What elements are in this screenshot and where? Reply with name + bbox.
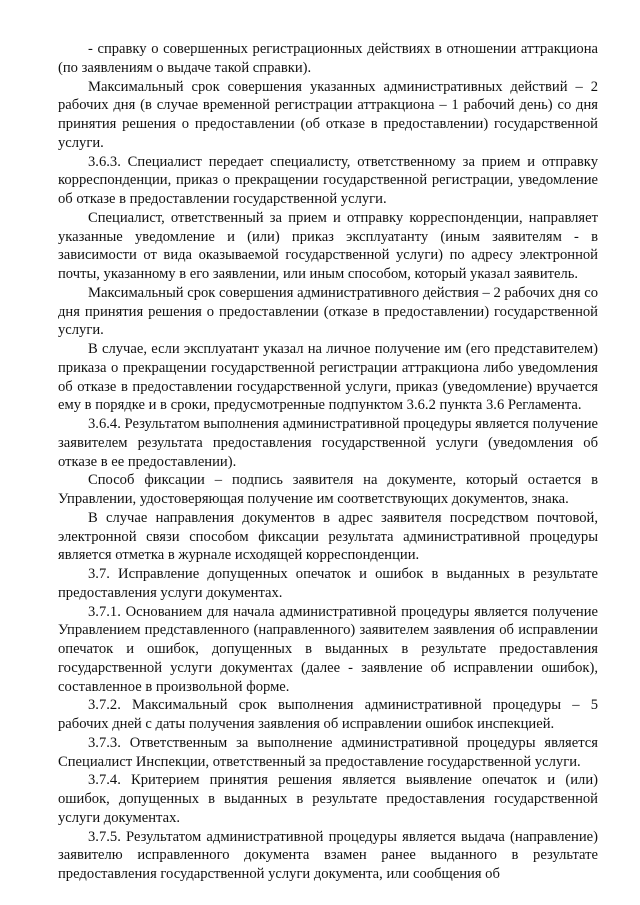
paragraph-3-6-4: 3.6.4. Результатом выполнения административной процедуры является получение заявителем результата предоставления государственной услуги (уведомления об отказе в ее предоставлении). — [58, 416, 598, 470]
paragraph-3-7-5: 3.7.5. Результатом административной процедуры является выдача (направление) заявителю исправленного документа взамен ранее выданного в результате предоставления государственной услуги документа, или сообщения об — [58, 828, 598, 882]
document-body — [58, 40, 598, 884]
paragraph-correspondence-specialist: Специалист, ответственный за прием и отправку корреспонденции, направляет указанные уведомление и (или) приказ эксплуатанту (иным заявителям - в зависимости от вида оказываемой государственной услуги) по адресу электронной почты, указанному в его заявлении, или иным способом, который указал заявитель. — [58, 209, 598, 282]
paragraph-max-term-action: Максимальный срок совершения административного действия – 2 рабочих дня со дня принятия решения о предоставлении (отказе в предоставлении) государственной услуги. — [58, 284, 598, 339]
paragraph-certificate-item: - справку о совершенных регистрационных действиях в отношении аттракциона (по заявлениям о выдаче такой справки). — [58, 41, 598, 76]
paragraph-personal-receipt: В случае, если эксплуатант указал на личное получение им (его представителем) приказа о прекращении государственной регистрации аттракциона либо уведомления об отказе в предоставлении государственной услуги, приказ (уведомление) вручается ему в порядке и в сроки, предусмотренные подпунктом 3.6.2 пункта 3.6 Регламента. — [58, 341, 598, 414]
paragraph-3-7-4: 3.7.4. Критерием принятия решения является выявление опечаток и (или) ошибок, допущенных в выданных в результате предоставления государственной услуги документах. — [58, 772, 598, 826]
paragraph-3-7: 3.7. Исправление допущенных опечаток и ошибок в выданных в результате предоставления услуги документах. — [58, 566, 598, 601]
paragraph-3-6-3: 3.6.3. Специалист передает специалисту, ответственному за прием и отправку корреспонденции, приказ о прекращении государственной регистрации, уведомление об отказе в предоставлении государственной услуги. — [58, 153, 598, 207]
paragraph-max-term-registration: Максимальный срок совершения указанных административных действий – 2 рабочих дня (в случае временной регистрации аттракциона – 1 рабочий день) со дня принятия решения о предоставлении (об отказе в предоставлении) государственной услуги. — [58, 78, 598, 151]
paragraph-fixation-method: Способ фиксации – подпись заявителя на документе, который остается в Управлении, удостоверяющая получение им соответствующих документов, знака. — [58, 472, 598, 507]
paragraph-3-7-1: 3.7.1. Основанием для начала административной процедуры является получение Управлением представленного (направленного) заявителем заявления об исправлении опечаток и ошибок, допущенных в выданных в результате предоставления государственной услуги документах (далее - заявление об исправлении ошибок), составленное в произвольной форме. — [58, 603, 598, 695]
paragraph-postal-fixation: В случае направления документов в адрес заявителя посредством почтовой, электронной связи способом фиксации результата административной процедуры является отметка в журнале исходящей корреспонденции. — [58, 509, 598, 564]
paragraph-3-7-2: 3.7.2. Максимальный срок выполнения административной процедуры – 5 рабочих дней с даты получения заявления об исправлении ошибок инспекцией. — [58, 697, 598, 732]
paragraph-3-7-3: 3.7.3. Ответственным за выполнение административной процедуры является Специалист Инспекции, ответственный за предоставление государственной услуги. — [58, 734, 598, 770]
